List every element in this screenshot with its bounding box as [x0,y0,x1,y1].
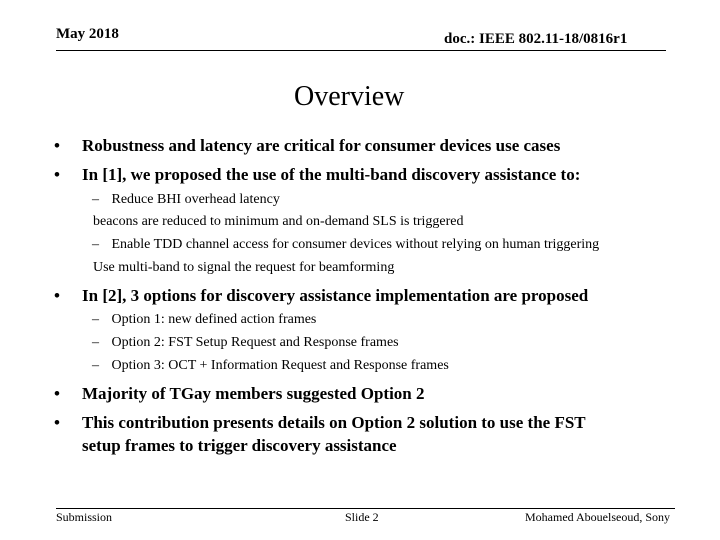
bullet-item [54,165,694,187]
bullet-marker: • [54,413,60,432]
slide-title: Overview [294,81,405,112]
sub-item-text: Enable TDD channel access for consumer devices without relying on human triggering [111,237,600,252]
bullet-text: Robustness and latency are critical for consumer devices use cases [82,136,561,155]
sub-item: beacons are reduced to minimum and on-demand SLS is triggered [93,214,464,229]
sub-item-text: Option 3: OCT + Information Request and Response frames [111,358,449,373]
sub-item-text: Reduce BHI overhead latency [111,192,280,207]
bullet-marker: • [54,136,60,155]
dash-marker: – [92,358,99,373]
footer-author: Mohamed Abouelseoud, Sony [525,510,670,524]
header-doc-id: doc.: IEEE 802.11-18/0816r1 [444,31,628,47]
sub-item: Use multi-band to signal the request for beamforming [93,260,395,275]
bullet-marker: • [54,384,60,403]
dash-marker: – [92,237,99,252]
header-divider [56,50,666,51]
bullet-text: In [2], 3 options for discovery assistance implementation are proposed [82,286,589,305]
sub-item-text: Option 2: FST Setup Request and Response frames [111,335,399,350]
footer-submission: Submission [56,510,113,524]
sub-item [92,335,399,351]
sub-item-text: Option 1: new defined action frames [111,312,317,327]
footer-slide-number: Slide 2 [345,510,379,524]
bullet-item [54,136,694,158]
bullet-marker: • [54,286,60,305]
bullet-text: In [1], we proposed the use of the multi-band discovery assistance to: [82,165,581,184]
dash-marker: – [92,312,99,327]
sub-item [92,237,599,253]
dash-marker: – [92,335,99,350]
bullet-item [54,286,704,308]
sub-item [92,358,449,374]
bullet-item [54,413,694,435]
bullet-item [54,384,694,406]
bullet-text: This contribution presents details on Option 2 solution to use the FST [82,413,586,432]
footer-divider [56,508,675,509]
sub-item [92,312,316,328]
bullet-marker: • [54,165,60,184]
bullet-continuation: setup frames to trigger discovery assistance [82,436,397,455]
header-date: May 2018 [56,26,119,42]
bullet-text: Majority of TGay members suggested Option 2 [82,384,425,403]
dash-marker: – [92,192,99,207]
sub-item [92,192,280,208]
